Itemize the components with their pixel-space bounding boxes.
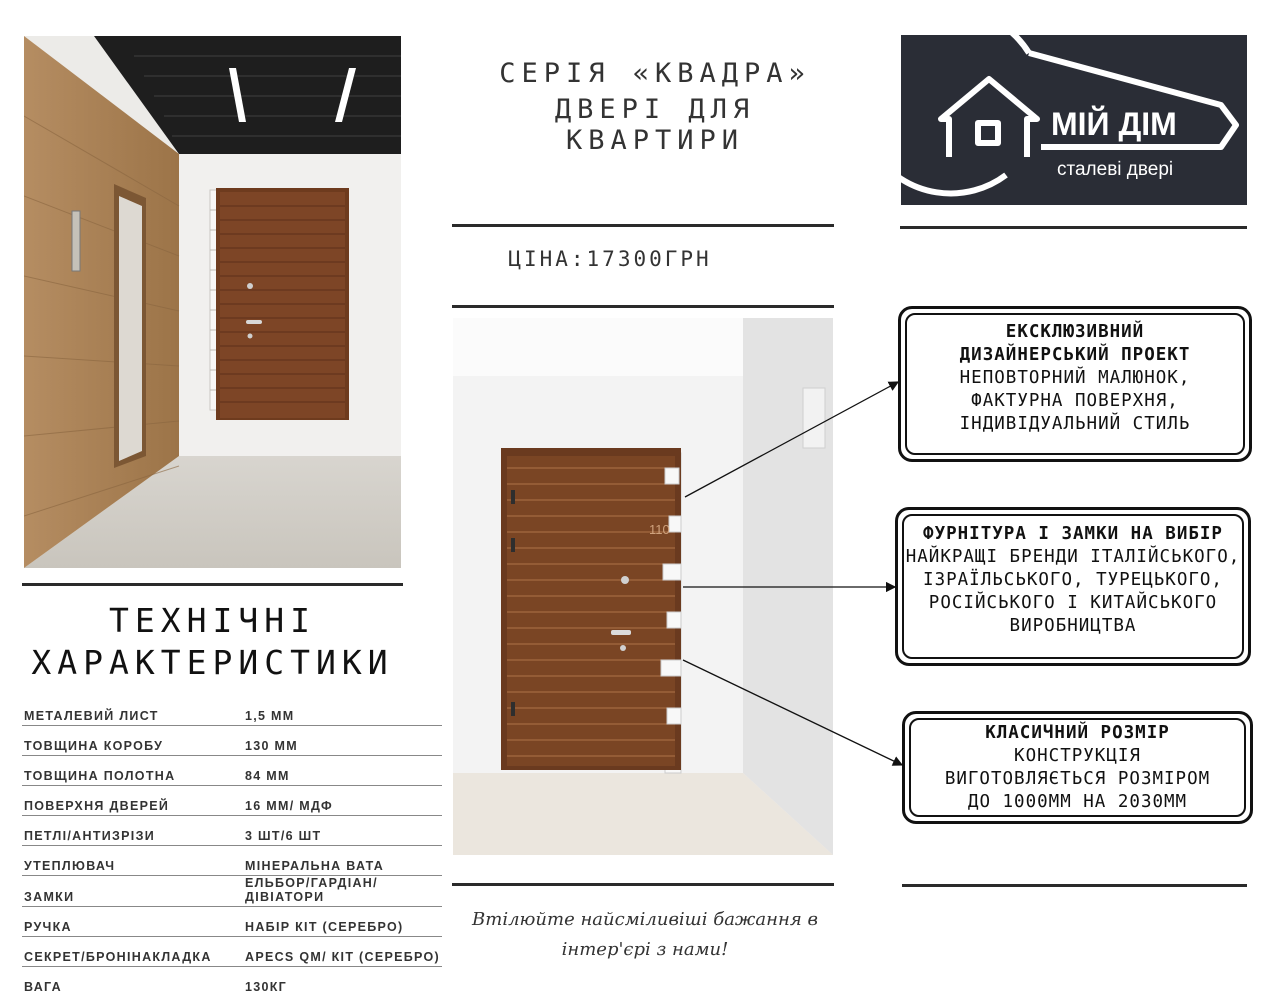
- callout-hardware-line3: РОСІЙСЬКОГО І КИТАЙСЬКОГО: [898, 592, 1248, 615]
- spec-value: 130 ММ: [223, 726, 442, 756]
- callout-size-line3: ДО 1000ММ НА 2030ММ: [905, 791, 1250, 814]
- spec-label: ПОВЕРХНЯ ДВЕРЕЙ: [22, 786, 223, 816]
- spec-value: НАБІР КІТ (СЕРЕБРО): [223, 907, 442, 937]
- spec-value: МІНЕРАЛЬНА ВАТА: [223, 846, 442, 876]
- slogan-line2: інтер'єрі з нами!: [455, 935, 835, 965]
- arrow-design: [685, 382, 898, 497]
- spec-label: МЕТАЛЕВИЙ ЛИСТ: [22, 696, 223, 726]
- callout-hardware-line4: ВИРОБНИЦТВА: [898, 615, 1248, 638]
- spec-value: 130КГ: [223, 967, 442, 996]
- slogan: [455, 905, 835, 965]
- spec-value: 1,5 ММ: [223, 696, 442, 726]
- door-number: 110: [649, 522, 670, 537]
- spec-label: ТОВЩИНА ПОЛОТНА: [22, 756, 223, 786]
- callout-design-line3: ІНДИВІДУАЛЬНИЙ СТИЛЬ: [901, 413, 1249, 436]
- spec-value: 84 ММ: [223, 756, 442, 786]
- price-label: ЦІНА:17300ГРН: [455, 247, 765, 271]
- callout-hardware-line1: НАЙКРАЩІ БРЕНДИ ІТАЛІЙСЬКОГО,: [898, 546, 1248, 569]
- callout-design-title1: ЕКСКЛЮЗИВНИЙ: [901, 321, 1249, 344]
- series-title: СЕРІЯ «КВАДРА»: [455, 58, 855, 89]
- spec-label: СЕКРЕТ/БРОНІНАКЛАДКА: [22, 937, 223, 967]
- divider: [452, 883, 834, 886]
- callout-design-line1: НЕПОВТОРНИЙ МАЛЮНОК,: [901, 367, 1249, 390]
- tech-title-line2: ХАРАКТЕРИСТИКИ: [24, 642, 401, 684]
- spec-value: 3 ШТ/6 ШТ: [223, 816, 442, 846]
- spec-value: ЕЛЬБОР/ГАРДІАН/ДІВІАТОРИ: [223, 876, 442, 907]
- brand-tagline: сталеві двері: [1057, 159, 1173, 180]
- callout-design-title2: ДИЗАЙНЕРСЬКИЙ ПРОЕКТ: [901, 344, 1249, 367]
- arrow-size: [683, 660, 902, 765]
- spec-value: 16 ММ/ МДФ: [223, 786, 442, 816]
- spec-label: РУЧКА: [22, 907, 223, 937]
- callout-size-title: КЛАСИЧНИЙ РОЗМІР: [905, 722, 1250, 745]
- callout-hardware-line2: ІЗРАЇЛЬСЬКОГО, ТУРЕЦЬКОГО,: [898, 569, 1248, 592]
- callout-size-line1: КОНСТРУКЦІЯ: [905, 745, 1250, 768]
- spec-label: ВАГА: [22, 967, 223, 996]
- series-subtitle: ДВЕРІ ДЛЯ КВАРТИРИ: [455, 94, 855, 156]
- spec-label: ЗАМКИ: [22, 876, 223, 907]
- brand-name: МІЙ ДІМ: [1051, 106, 1177, 142]
- callout-hardware-title: ФУРНІТУРА І ЗАМКИ НА ВИБІР: [898, 523, 1248, 546]
- slogan-line1: Втілюйте найсміливіші бажання в: [455, 905, 835, 935]
- spec-label: ТОВЩИНА КОРОБУ: [22, 726, 223, 756]
- callout-size-line2: ВИГОТОВЛЯЄТЬСЯ РОЗМІРОМ: [905, 768, 1250, 791]
- divider: [902, 884, 1247, 887]
- spec-label: ПЕТЛІ/АНТИЗРІЗИ: [22, 816, 223, 846]
- tech-title-line1: ТЕХНІЧНІ: [24, 600, 401, 642]
- callout-design-line2: ФАКТУРНА ПОВЕРХНЯ,: [901, 390, 1249, 413]
- spec-label: УТЕПЛЮВАЧ: [22, 846, 223, 876]
- spec-value: APECS QM/ КІТ (СЕРЕБРО): [223, 937, 442, 967]
